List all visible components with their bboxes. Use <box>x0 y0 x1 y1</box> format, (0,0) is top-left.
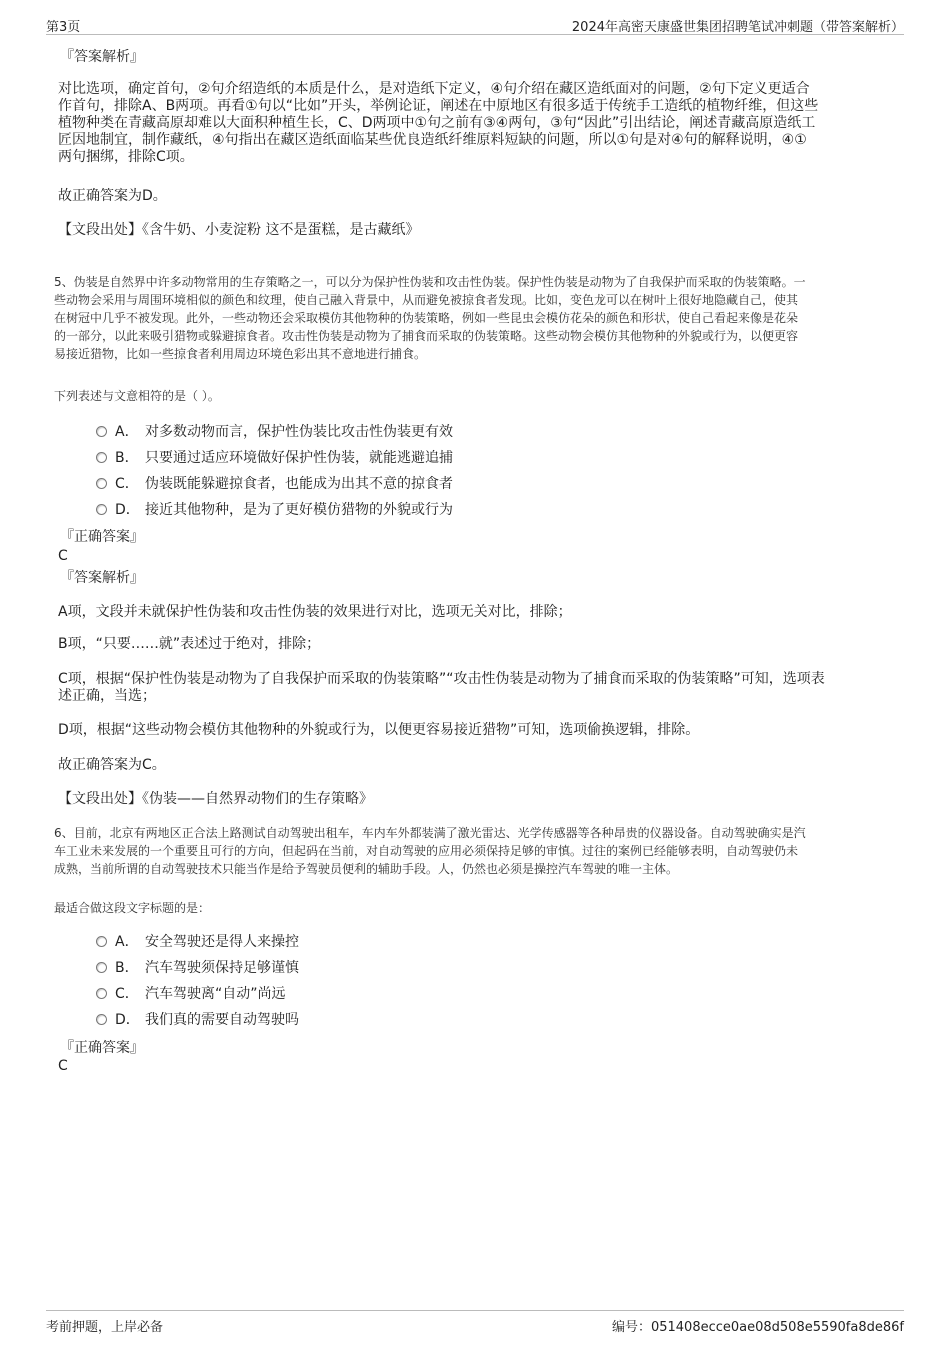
radio-icon[interactable] <box>96 936 107 947</box>
question-6-option-c[interactable]: C． 汽车驾驶离“自动”尚远 <box>96 985 286 1003</box>
passage-line: 的一部分，以此来吸引猎物或躲避掠食者。攻击性伪装是动物为了捕食而采取的伪装策略。这些动物会模仿其他物种的外貌或行为，以便更容 <box>54 329 799 343</box>
question-5-option-c[interactable]: C． 伪装既能躲避掠食者，也能成为出其不意的掠食者 <box>96 475 453 493</box>
question-5-prompt: 下列表述与文意相符的是（ ）。 <box>54 389 220 403</box>
analysis-label: 『答案解析』 <box>60 49 144 65</box>
conclusion: 故正确答案为C。 <box>58 757 166 773</box>
passage-line: 5、伪装是自然界中许多动物常用的生存策略之一，可以分为保护性伪装和攻击性伪装。保护性伪装是动物为了自我保护而采取的伪装策略。一 <box>54 275 806 289</box>
passage-line: 成熟，当前所谓的自动驾驶技术只能当作是给予驾驶员便利的辅助手段。人，仍然也必须是操控汽车驾驶的唯一主体。 <box>54 862 679 876</box>
analysis-label: 『答案解析』 <box>60 570 144 586</box>
passage-line: 易接近猎物，比如一些掠食者利用周边环境色彩出其不意地进行捕食。 <box>54 347 427 361</box>
analysis-line: 作首句，排除A、B两项。再看①句以“比如”开头，举例论证，阐述在中原地区有很多适于传统手工造纸的植物纤维，但这些 <box>58 98 819 114</box>
question-5-passage <box>54 273 906 363</box>
passage-line: 些动物会采用与周围环境相似的颜色和纹理，使自己融入背景中，从而避免被掠食者发现。比如，变色龙可以在树叶上很好地隐藏自己，使其 <box>54 293 799 307</box>
conclusion: 故正确答案为D。 <box>58 188 167 204</box>
source-citation: 【文段出处】《含牛奶、小麦淀粉 这不是蛋糕，是古藏纸》 <box>58 222 420 238</box>
radio-icon[interactable] <box>96 962 107 973</box>
question-6-option-a[interactable]: A． 安全驾驶还是得人来操控 <box>96 933 299 951</box>
passage-line: 在树冠中几乎不被发现。此外，一些动物还会采取模仿其他物种的伪装策略，例如一些昆虫会模仿花朵的颜色和形状，使自己看起来像是花朵 <box>54 311 799 325</box>
question-5-option-d[interactable]: D． 接近其他物种，是为了更好模仿猎物的外貌或行为 <box>96 501 453 519</box>
analysis-paragraph <box>58 81 908 166</box>
radio-icon[interactable] <box>96 452 107 463</box>
question-6-prompt: 最适合做这段文字标题的是： <box>54 901 211 915</box>
analysis-line: 植物种类在青藏高原却难以大面积种植生长，C、D两项中①句之前有③④两句，③句“因此”引出结论，阐述青藏高原造纸工 <box>58 115 816 131</box>
analysis-item-c: C项，根据“保护性伪装是动物为了自我保护而采取的伪装策略”“攻击性伪装是动物为了捕食而采取的伪装策略”可知，选项表 述正确，当选； <box>58 671 825 704</box>
radio-icon[interactable] <box>96 426 107 437</box>
source-citation: 【文段出处】《伪装——自然界动物们的生存策略》 <box>58 791 373 807</box>
analysis-line: 匠因地制宜，制作藏纸，④句指出在藏区造纸面临某些优良造纸纤维原料短缺的问题，所以①句是对④句的解释说明，④① <box>58 132 807 148</box>
analysis-line: 两句捆绑，排除C项。 <box>58 149 194 165</box>
radio-icon[interactable] <box>96 1014 107 1025</box>
correct-answer: C <box>58 1058 68 1074</box>
question-6-option-b[interactable]: B． 汽车驾驶须保持足够谨慎 <box>96 959 299 977</box>
correct-answer-label: 『正确答案』 <box>60 1040 144 1056</box>
analysis-item-d: D项，根据“这些动物会模仿其他物种的外貌或行为，以便更容易接近猎物”可知，选项偷换逻辑，排除。 <box>58 722 700 738</box>
passage-line: 车工业未来发展的一个重要且可行的方向，但起码在当前，对自动驾驶的应用必须保持足够的审慎。过往的案例已经能够表明，自动驾驶仍未 <box>54 844 799 858</box>
radio-icon[interactable] <box>96 478 107 489</box>
page-header <box>46 14 904 35</box>
radio-icon[interactable] <box>96 988 107 999</box>
analysis-line: 对比选项，确定首句，②句介绍造纸的本质是什么，是对造纸下定义，④句介绍在藏区造纸面对的问题，②句下定义更适合 <box>58 81 810 97</box>
footer-slogan: 考前押题，上岸必备 <box>46 1320 164 1335</box>
question-5-option-b[interactable]: B． 只要通过适应环境做好保护性伪装，就能逃避追捕 <box>96 449 453 467</box>
radio-icon[interactable] <box>96 504 107 515</box>
correct-answer-label: 『正确答案』 <box>60 529 144 545</box>
document-code: 编号：051408ecce0ae08d508e5590fa8de86f <box>611 1320 904 1335</box>
analysis-item-b: B项，“只要……就”表述过于绝对，排除； <box>58 636 321 652</box>
document-title: 2024年高密天康盛世集团招聘笔试冲刺题（带答案解析） <box>571 20 904 35</box>
question-6-option-d[interactable]: D． 我们真的需要自动驾驶吗 <box>96 1011 299 1029</box>
question-6-passage <box>54 824 906 878</box>
page-footer <box>46 1310 904 1335</box>
passage-line: 6、目前，北京有两地区正合法上路测试自动驾驶出租车，车内车外都装满了激光雷达、光学传感器等各种昂贵的仪器设备。自动驾驶确实是汽 <box>54 826 806 840</box>
question-5-option-a[interactable]: A． 对多数动物而言，保护性伪装比攻击性伪装更有效 <box>96 423 453 441</box>
page-number: 第3页 <box>46 20 81 35</box>
analysis-item-a: A项，文段并未就保护性伪装和攻击性伪装的效果进行对比，选项无关对比，排除； <box>58 604 572 620</box>
correct-answer: C <box>58 548 68 564</box>
